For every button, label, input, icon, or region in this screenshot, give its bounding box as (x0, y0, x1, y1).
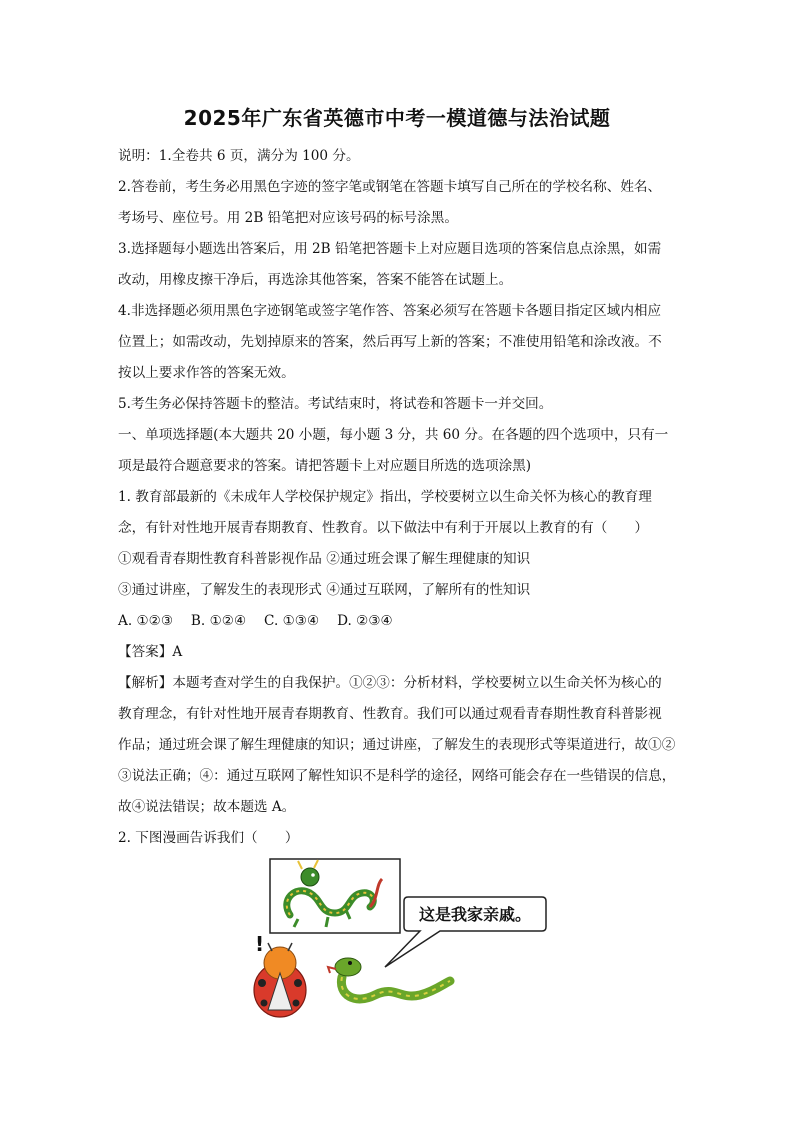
analysis-line: 作品；通过班会课了解生理健康的知识；通过讲座，了解发生的表现形式等渠道进行，故①② (118, 737, 676, 753)
question-statement: ①观看青春期性教育科普影视作品 ②通过班会课了解生理健康的知识 (118, 551, 531, 567)
instruction-line: 5.考生务必保持答题卡的整洁。考试结束时，将试卷和答题卡一并交回。 (118, 396, 553, 412)
speech-bubble-text: 这是我家亲戚。 (418, 905, 532, 924)
instruction-line: 4.非选择题必须用黑色字迹钢笔或签字笔作答、答案必须写在答题卡各题目指定区域内相应 (118, 303, 662, 319)
instruction-line: 3.选择题每小题选出答案后，用 2B 铅笔把答题卡上对应题目选项的答案信息点涂黑，如需 (118, 241, 662, 257)
exclamation-mark: ! (255, 932, 265, 956)
analysis-line: 故④说法错误；故本题选 A。 (118, 799, 296, 815)
question-stem: 1. 教育部最新的《未成年人学校保护规定》指出，学校要树立以生命关怀为核心的教育理 (118, 489, 652, 505)
instruction-line: 说明：1.全卷共 6 页，满分为 100 分。 (118, 148, 360, 164)
speech-bubble (385, 897, 546, 967)
cartoon-illustration (250, 855, 550, 1025)
page-title: 2025年广东省英德市中考一模道德与法治试题 (183, 106, 611, 130)
instruction-line: 2.答卷前，考生务必用黑色字迹的签字笔或钢笔在答题卡填写自己所在的学校名称、姓名、 (118, 179, 662, 195)
instruction-line: 按以上要求作答的答案无效。 (118, 365, 295, 381)
instruction-line: 考场号、座位号。用 2B 铅笔把对应该号码的标号涂黑。 (118, 210, 458, 226)
section-heading: 项是最符合题意要求的答案。请把答题卡上对应题目所选的选项涂黑) (118, 458, 532, 474)
question-statement: ③通过讲座，了解发生的表现形式 ④通过互联网，了解所有的性知识 (118, 582, 531, 598)
question-stem: 念，有针对性地开展青春期教育、性教育。以下做法中有利于开展以上教育的有（ ） (118, 520, 649, 536)
instruction-line: 位置上；如需改动，先划掉原来的答案，然后再写上新的答案；不准使用铅笔和涂改液。不 (118, 334, 662, 350)
answer-line: 【答案】A (118, 644, 183, 660)
analysis-line: 【解析】本题考查对学生的自我保护。①②③：分析材料，学校要树立以生命关怀为核心的 (118, 675, 662, 691)
section-heading: 一、单项选择题(本大题共 20 小题，每小题 3 分，共 60 分。在各题的四个选项中，只有一 (118, 427, 669, 443)
question-options: A. ①②③ B. ①②④ C. ①③④ D. ②③④ (118, 613, 393, 629)
instruction-line: 改动，用橡皮擦干净后，再选涂其他答案，答案不能答在试题上。 (118, 272, 513, 288)
analysis-line: ③说法正确；④：通过互联网了解性知识不是科学的途径，网络可能会存在一些错误的信息， (118, 768, 676, 784)
analysis-line: 教育理念，有针对性地开展青春期教育、性教育。我们可以通过观看青春期性教育科普影视 (118, 706, 662, 722)
question-stem: 2. 下图漫画告诉我们（ ） (118, 830, 299, 846)
